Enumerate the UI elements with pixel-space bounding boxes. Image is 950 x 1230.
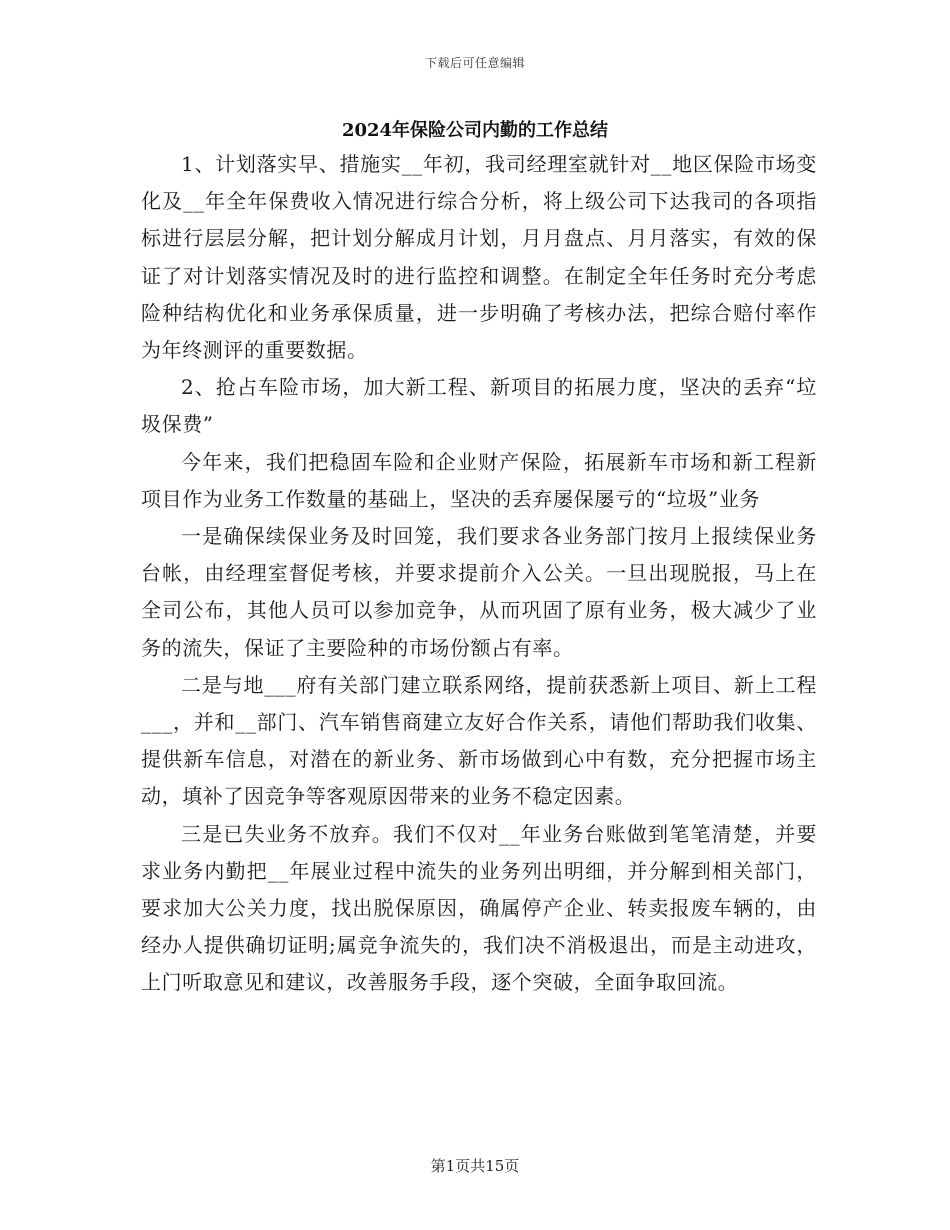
paragraph-this-year: 今年来，我们把稳固车险和企业财产保险，拓展新车市场和新工程新项目作为业务工作数量的基础上，坚决的丢弃屡保屡亏的“垃圾”业务 xyxy=(141,449,817,511)
document-body xyxy=(141,146,817,1002)
paragraph-plan: 1、计划落实早、措施实__年初，我司经理室就针对__地区保险市场变化及__年全年保费收入情况进行综合分析，将上级公司下达我司的各项指标进行层层分解，把计划分解成月计划，月月盘点、月月落实，有效的保证了对计划落实情况及时的进行监控和调整。在制定全年任务时充分考虑险种结构优化和业务承保质量，进一步明确了考核办法，把综合赔付率作为年终测评的重要数据。 xyxy=(141,152,817,363)
paragraph-lost-business: 三是已失业务不放弃。我们不仅对__年业务台账做到笔笔清楚，并要求业务内勤把__年展业过程中流失的业务列出明细，并分解到相关部门，要求加大公关力度，找出脱保原因，确属停产企业、转卖报废车辆的，由经办人提供确切证明;属竞争流失的，我们决不消极退出，而是主动进攻，上门听取意见和建议，改善服务手段，逐个突破，全面争取回流。 xyxy=(141,821,817,995)
paragraph-government-network: 二是与地___府有关部门建立联系网络，提前获悉新上项目、新上工程___，并和__部门、汽车销售商建立友好合作关系，请他们帮助我们收集、提供新车信息，对潜在的新业务、新市场做到心中有数，充分把握市场主动，填补了因竞争等客观原因带来的业务不稳定因素。 xyxy=(141,672,817,809)
page-header-note: 下载后可任意编辑 xyxy=(424,56,525,70)
paragraph-renewal: 一是确保续保业务及时回笼，我们要求各业务部门按月上报续保业务台帐，由经理室督促考核，并要求提前介入公关。一旦出现脱报，马上在全司公布，其他人员可以参加竞争，从而巩固了原有业务，极大减少了业务的流失，保证了主要险种的市场份额占有率。 xyxy=(141,524,817,660)
document-title: 2024年保险公司内勤的工作总结 xyxy=(341,120,609,141)
page-number: 第1页共15页 xyxy=(430,1157,520,1175)
paragraph-car-insurance-heading: 2、抢占车险市场，加大新工程、新项目的拓展力度，坚决的丢弃“垃圾保费” xyxy=(141,375,817,437)
